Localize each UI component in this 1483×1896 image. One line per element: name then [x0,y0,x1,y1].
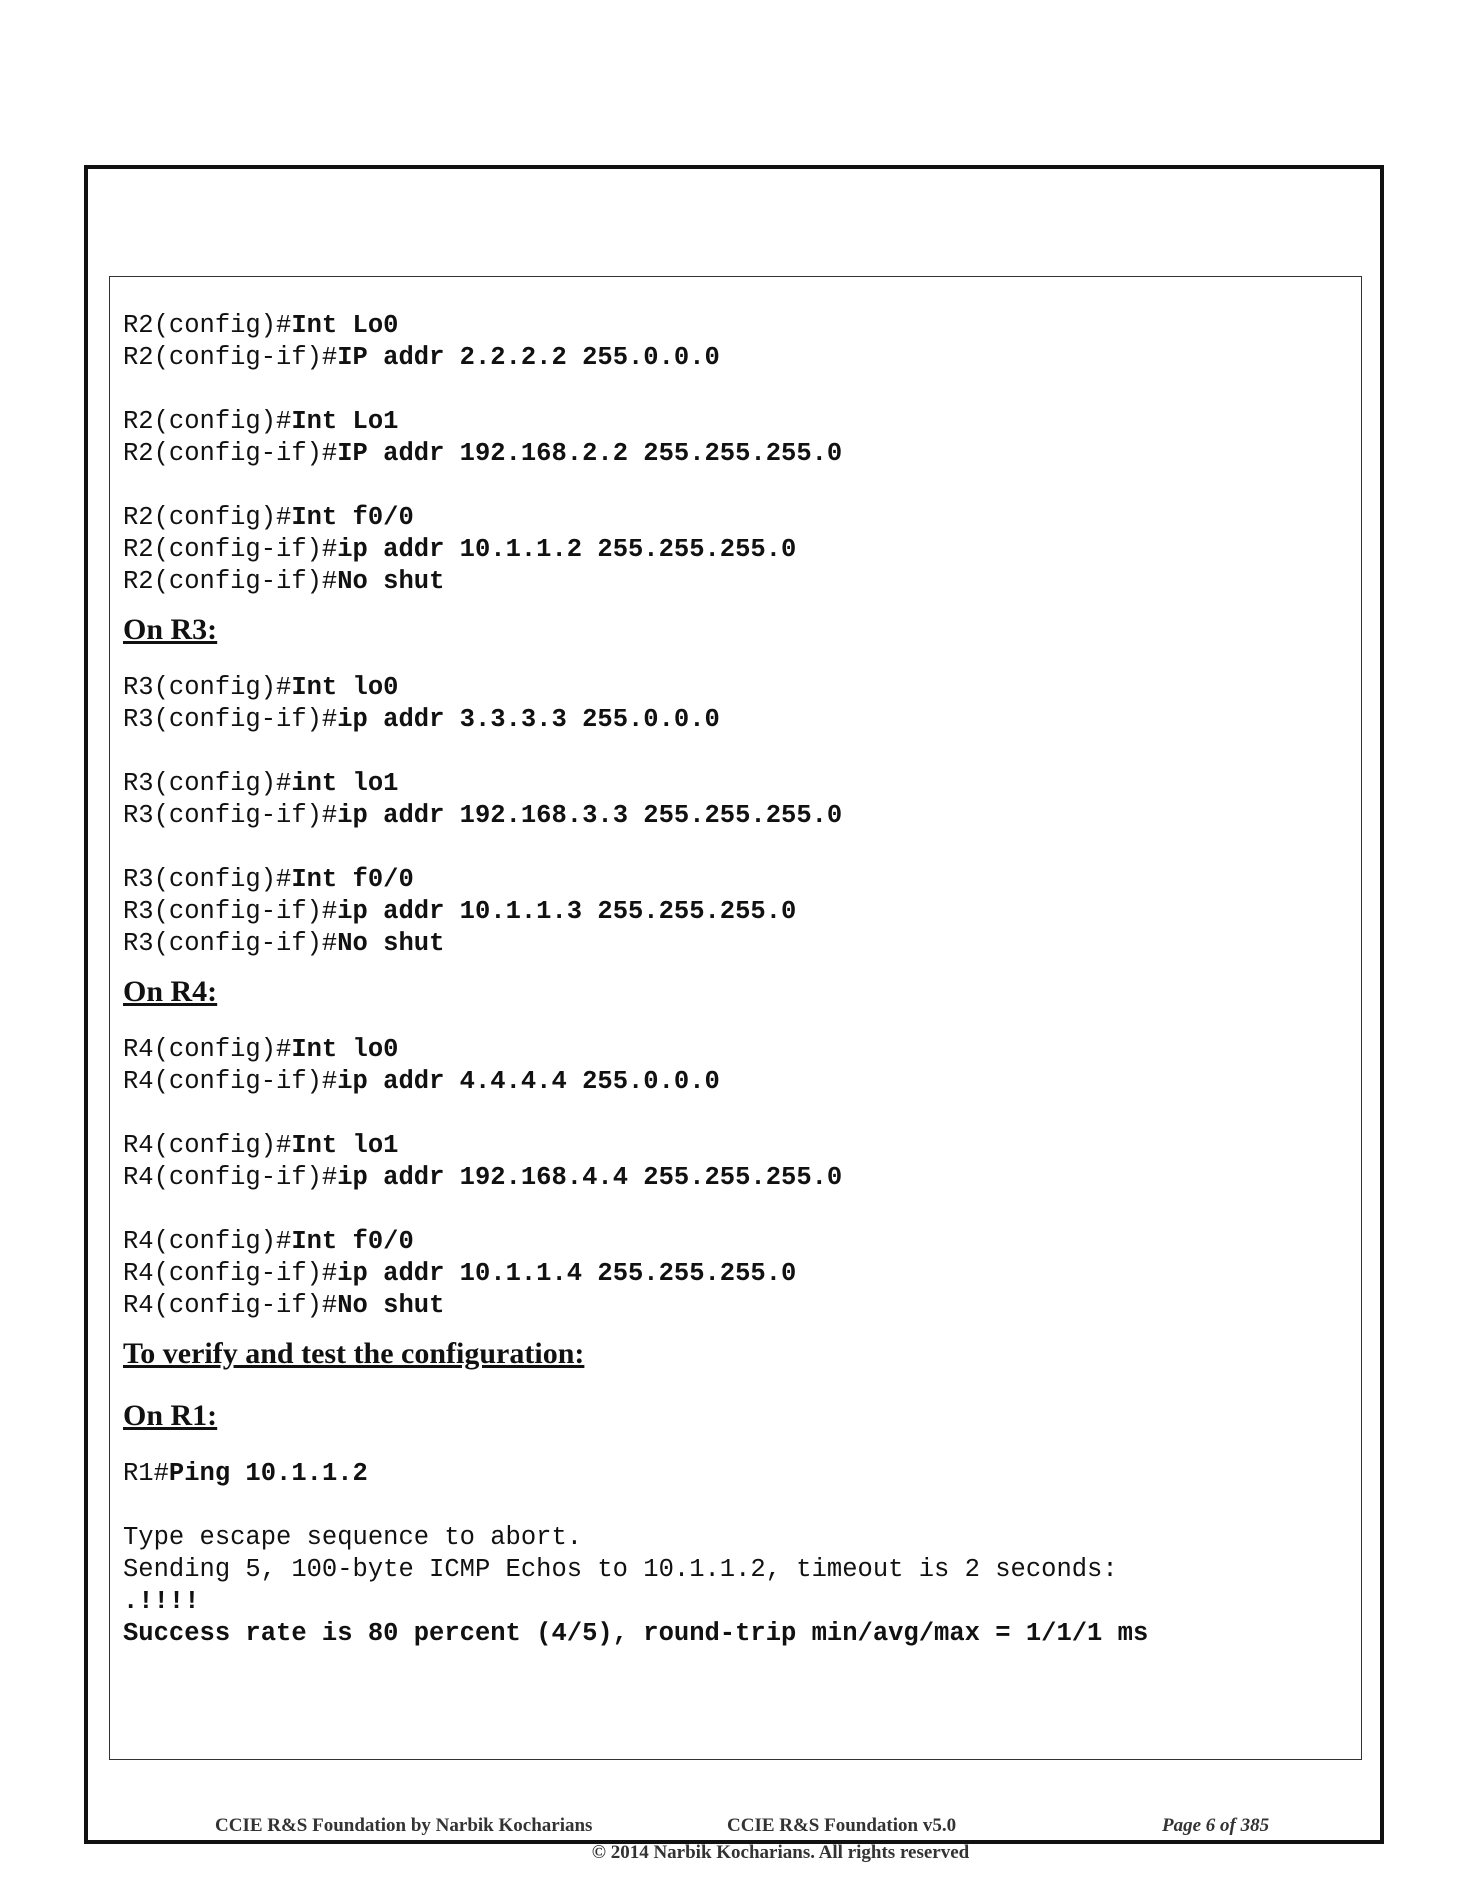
blank-line [123,832,1343,864]
cli-command: Int lo1 [291,1131,399,1160]
blank-line [123,736,1343,768]
cli-prompt: R2(config-if)# [123,343,338,372]
code-line [123,672,1343,704]
cli-command: .!!!! [123,1587,200,1616]
code-line [123,1130,1343,1162]
cli-command: ip addr 192.168.3.3 255.255.255.0 [337,801,843,830]
blank-line [123,1490,1343,1522]
code-line [123,1458,1343,1490]
code-line [123,1162,1343,1194]
footer-page-number: Page 6 of 385 [1162,1815,1270,1836]
code-line [123,534,1343,566]
code-line [123,864,1343,896]
cli-command: Int Lo0 [291,311,399,340]
cli-prompt: R3(config-if)# [123,705,338,734]
blank-line [123,1098,1343,1130]
cli-prompt: R4(config-if)# [123,1259,338,1288]
cli-prompt: R4(config)# [123,1131,292,1160]
cli-command: No shut [337,929,445,958]
cli-command: No shut [337,567,445,596]
cli-prompt: R3(config)# [123,673,292,702]
code-line [123,1554,1343,1586]
cli-command: IP addr 2.2.2.2 255.0.0.0 [337,343,720,372]
cli-prompt: R3(config-if)# [123,801,338,830]
document-content [123,310,1343,1650]
cli-command: Int Lo1 [291,407,399,436]
code-line [123,800,1343,832]
cli-command: Success rate is 80 percent (4/5), round-trip min/avg/max = 1/1/1 ms [123,1619,1149,1648]
footer-version: CCIE R&S Foundation v5.0 [727,1815,957,1836]
cli-prompt: R4(config-if)# [123,1163,338,1192]
cli-prompt: R3(config)# [123,865,292,894]
cli-prompt: R2(config)# [123,503,292,532]
blank-line [123,470,1343,502]
code-line [123,566,1343,598]
cli-prompt: Sending 5, 100-byte ICMP Echos to 10.1.1.2, timeout is 2 seconds: [123,1555,1118,1584]
cli-prompt: R2(config-if)# [123,567,338,596]
section-heading: To verify and test the configuration: [123,1337,585,1370]
footer-book-title: CCIE R&S Foundation by Narbik Kocharians [215,1815,593,1836]
cli-prompt: R4(config)# [123,1227,292,1256]
cli-command: ip addr 10.1.1.4 255.255.255.0 [337,1259,797,1288]
code-line [123,1226,1343,1258]
code-line [123,310,1343,342]
page-footer [109,1815,1362,1864]
code-line [123,438,1343,470]
code-line [123,1034,1343,1066]
section-heading: On R3: [123,613,218,646]
blank-line [123,374,1343,406]
cli-command: int lo1 [291,769,399,798]
cli-command: ip addr 10.1.1.2 255.255.255.0 [337,535,797,564]
code-line [123,406,1343,438]
code-line [123,1290,1343,1322]
cli-command: Int lo0 [291,1035,399,1064]
cli-prompt: R4(config-if)# [123,1067,338,1096]
code-line [123,342,1343,374]
cli-prompt: R1# [123,1459,169,1488]
code-line [123,1066,1343,1098]
cli-command: Ping 10.1.1.2 [168,1459,368,1488]
cli-command: Int f0/0 [291,865,414,894]
code-line [123,896,1343,928]
cli-command: Int lo0 [291,673,399,702]
blank-line [123,1194,1343,1226]
cli-prompt: R2(config)# [123,407,292,436]
cli-prompt: R4(config)# [123,1035,292,1064]
cli-prompt: R2(config-if)# [123,535,338,564]
cli-command: Int f0/0 [291,503,414,532]
code-line [123,768,1343,800]
section-heading: On R4: [123,975,218,1008]
cli-command: No shut [337,1291,445,1320]
cli-command: Int f0/0 [291,1227,414,1256]
code-line [123,1522,1343,1554]
cli-prompt: R3(config-if)# [123,897,338,926]
code-line [123,1618,1343,1650]
cli-prompt: R2(config)# [123,311,292,340]
cli-command: ip addr 10.1.1.3 255.255.255.0 [337,897,797,926]
code-line [123,1586,1343,1618]
cli-prompt: R3(config)# [123,769,292,798]
cli-command: ip addr 192.168.4.4 255.255.255.0 [337,1163,843,1192]
cli-command: ip addr 4.4.4.4 255.0.0.0 [337,1067,720,1096]
cli-prompt: R4(config-if)# [123,1291,338,1320]
footer-copyright: © 2014 Narbik Kocharians. All rights reserved [591,1842,970,1863]
section-heading: On R1: [123,1399,218,1432]
cli-prompt: R3(config-if)# [123,929,338,958]
cli-prompt: Type escape sequence to abort. [123,1523,583,1552]
cli-command: ip addr 3.3.3.3 255.0.0.0 [337,705,720,734]
code-line [123,928,1343,960]
cli-command: IP addr 192.168.2.2 255.255.255.0 [337,439,843,468]
code-line [123,704,1343,736]
code-line [123,1258,1343,1290]
code-line [123,502,1343,534]
cli-prompt: R2(config-if)# [123,439,338,468]
